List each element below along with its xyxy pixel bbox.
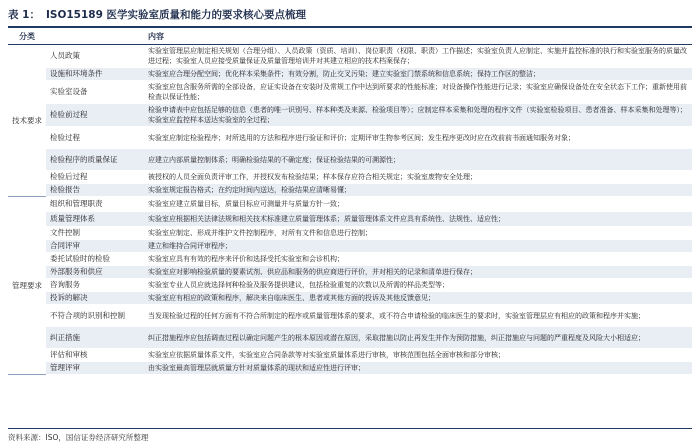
subcategory-cell: 检验报告 — [46, 184, 144, 197]
table-row — [8, 240, 692, 253]
content-cell: 实验室应有相应的政策和程序，解决来自临床医生、患者或其他方面的投诉及其他反馈意见； — [144, 292, 692, 305]
subcategory-cell: 管理评审 — [46, 362, 144, 375]
subcategory-cell: 咨询服务 — [46, 279, 144, 292]
table-row — [8, 171, 692, 184]
subcategory-cell: 设施和环境条件 — [46, 68, 144, 81]
subcategory-cell: 质量管理体系 — [46, 212, 144, 227]
subcategory-cell: 纠正措施 — [46, 327, 144, 349]
category-cell: 管理要求 — [8, 197, 46, 375]
content-cell: 实验室规定报告格式；在约定时间内送达，检验结果应清晰易懂； — [144, 184, 692, 197]
requirements-table — [8, 28, 692, 375]
table-row — [8, 327, 692, 349]
table-row — [8, 266, 692, 279]
table-row — [8, 253, 692, 266]
table-row — [8, 227, 692, 240]
content-cell: 被授权的人员全面负责评审工作，并授权发布检验结果；样本保存应符合相关规定；实验室废物安全处理； — [144, 171, 692, 184]
table-row — [8, 81, 692, 104]
table-row — [8, 292, 692, 305]
content-cell: 实验室应合理分配空间；优化样本采集条件；有效分割，防止交叉污染；建立实验室门禁系统和信息系统；保持工作区的整洁； — [144, 68, 692, 81]
header-blank — [46, 28, 144, 45]
subcategory-cell: 合同评审 — [46, 240, 144, 253]
content-cell: 实验室应具有有效的程序来评价和选择受托实验室和会诊机构； — [144, 253, 692, 266]
table-body — [8, 45, 692, 375]
content-cell: 应建立内部质量控制体系；明确检验结果的不确定度；保证检验结果的可溯源性； — [144, 149, 692, 171]
subcategory-cell: 人员政策 — [46, 45, 144, 68]
content-cell: 实验室专业人员应就选择何种检验及服务提供建议，包括检验重复的次数以及所需的样品类型等； — [144, 279, 692, 292]
subcategory-cell: 检验过程 — [46, 127, 144, 149]
table-row — [8, 149, 692, 171]
subcategory-cell: 投诉的解决 — [46, 292, 144, 305]
table-row — [8, 68, 692, 81]
table-row — [8, 279, 692, 292]
subcategory-cell: 文件控制 — [46, 227, 144, 240]
content-cell: 纠正措施程序应包括调查过程以确定问题产生的根本原因或潜在原因，采取措施以防止再发生并作为预防措施，纠正措施应与问题的严重程度及风险大小相适应； — [144, 327, 692, 349]
subcategory-cell: 检验后过程 — [46, 171, 144, 184]
table-row — [8, 212, 692, 227]
table-row — [8, 305, 692, 327]
bottom-rule — [8, 428, 692, 429]
table-header-row — [8, 28, 692, 45]
subcategory-cell: 不符合项的识别和控制 — [46, 305, 144, 327]
table-row — [8, 184, 692, 197]
content-cell: 建立和维持合同评审程序； — [144, 240, 692, 253]
subcategory-cell: 检验程序的质量保证 — [46, 149, 144, 171]
content-cell: 实验室应根据相关法律法规和相关技术标准建立质量管理体系；质量管理体系文件应具有系统性、法规性、适应性； — [144, 212, 692, 227]
subcategory-cell: 评估和审核 — [46, 349, 144, 362]
table-row — [8, 349, 692, 362]
subcategory-cell: 组织和管理职责 — [46, 197, 144, 212]
content-cell: 由实验室最高管理层就质量方针对质量体系的现状和适应性进行评审； — [144, 362, 692, 375]
content-cell: 实验室应对影响检验质量的要素试剂、供应品和服务的供应商进行评价，并对相关的记录和清单进行保存； — [144, 266, 692, 279]
category-cell: 技术要求 — [8, 45, 46, 197]
content-cell: 当发现检验过程的任何方面有不符合所制定的程序或质量管理体系的要求，或不符合申请检验的临床医生的要求时，实验室管理层应有相应的政策和程序并实施； — [144, 305, 692, 327]
subcategory-cell: 检验前过程 — [46, 104, 144, 127]
content-cell: 实验室应制定检验程序；对所选用的方法和程序进行验证和评价；定期评审生物参考区间；发生程序更改时应在改前前书面通知服务对象； — [144, 127, 692, 149]
table-row — [8, 362, 692, 375]
table-row — [8, 45, 692, 68]
table-row — [8, 197, 692, 212]
subcategory-cell: 外部服务和供应 — [46, 266, 144, 279]
content-cell: 实验室应制定、形成并维护文件控制程序，对所有文件和信息进行控制； — [144, 227, 692, 240]
table-title-text: ISO15189 医学实验室质量和能力的要求核心要点梳理 — [45, 8, 307, 21]
table-title — [8, 6, 692, 22]
subcategory-cell: 实验室设备 — [46, 81, 144, 104]
table-number: 表 1： — [8, 8, 40, 21]
table-row — [8, 104, 692, 127]
content-cell: 实验室管理层应制定相关规划（合理分组）、人员政策（资质、培训）、岗位职责（权限、职责）工作描述；实验室负责人应制定、实施并监控标准的执行和实验室服务的质量改进过程；实验室人员应接受质量保证及质量管理培训并对其建立相应的技术档案保存； — [144, 45, 692, 68]
content-cell: 检验申请表中应包括足够的信息（患者的唯一识别号、样本种类及来源、检验项目等）；应制定样本采集和处理的程序文件（实验室检验项目、患者准备、样本采集和处理等）；实验室应监控样本送达实验室的全过程； — [144, 104, 692, 127]
header-content: 内容 — [144, 28, 692, 45]
table-row — [8, 127, 692, 149]
content-cell: 实验室应建立质量目标，质量目标应可测量并与质量方针一致； — [144, 197, 692, 212]
source-note: 资料来源：ISO，国信证券经济研究所整理 — [8, 433, 149, 442]
content-cell: 实验室应包含服务所需的全部设备，应证实设备在安装时及常规工作中达到所要求的性能标准；对设备操作性能进行记录；实验室应确保设备处在安全状态下工作；重新使用前检查以保证性能； — [144, 81, 692, 104]
subcategory-cell: 委托试验时的检验 — [46, 253, 144, 266]
content-cell: 实验室应依据质量体系文件，实验室应合同条款等对实验室质量体系进行审核，审核范围包括全面审核和部分审核； — [144, 349, 692, 362]
header-category: 分类 — [8, 28, 46, 45]
